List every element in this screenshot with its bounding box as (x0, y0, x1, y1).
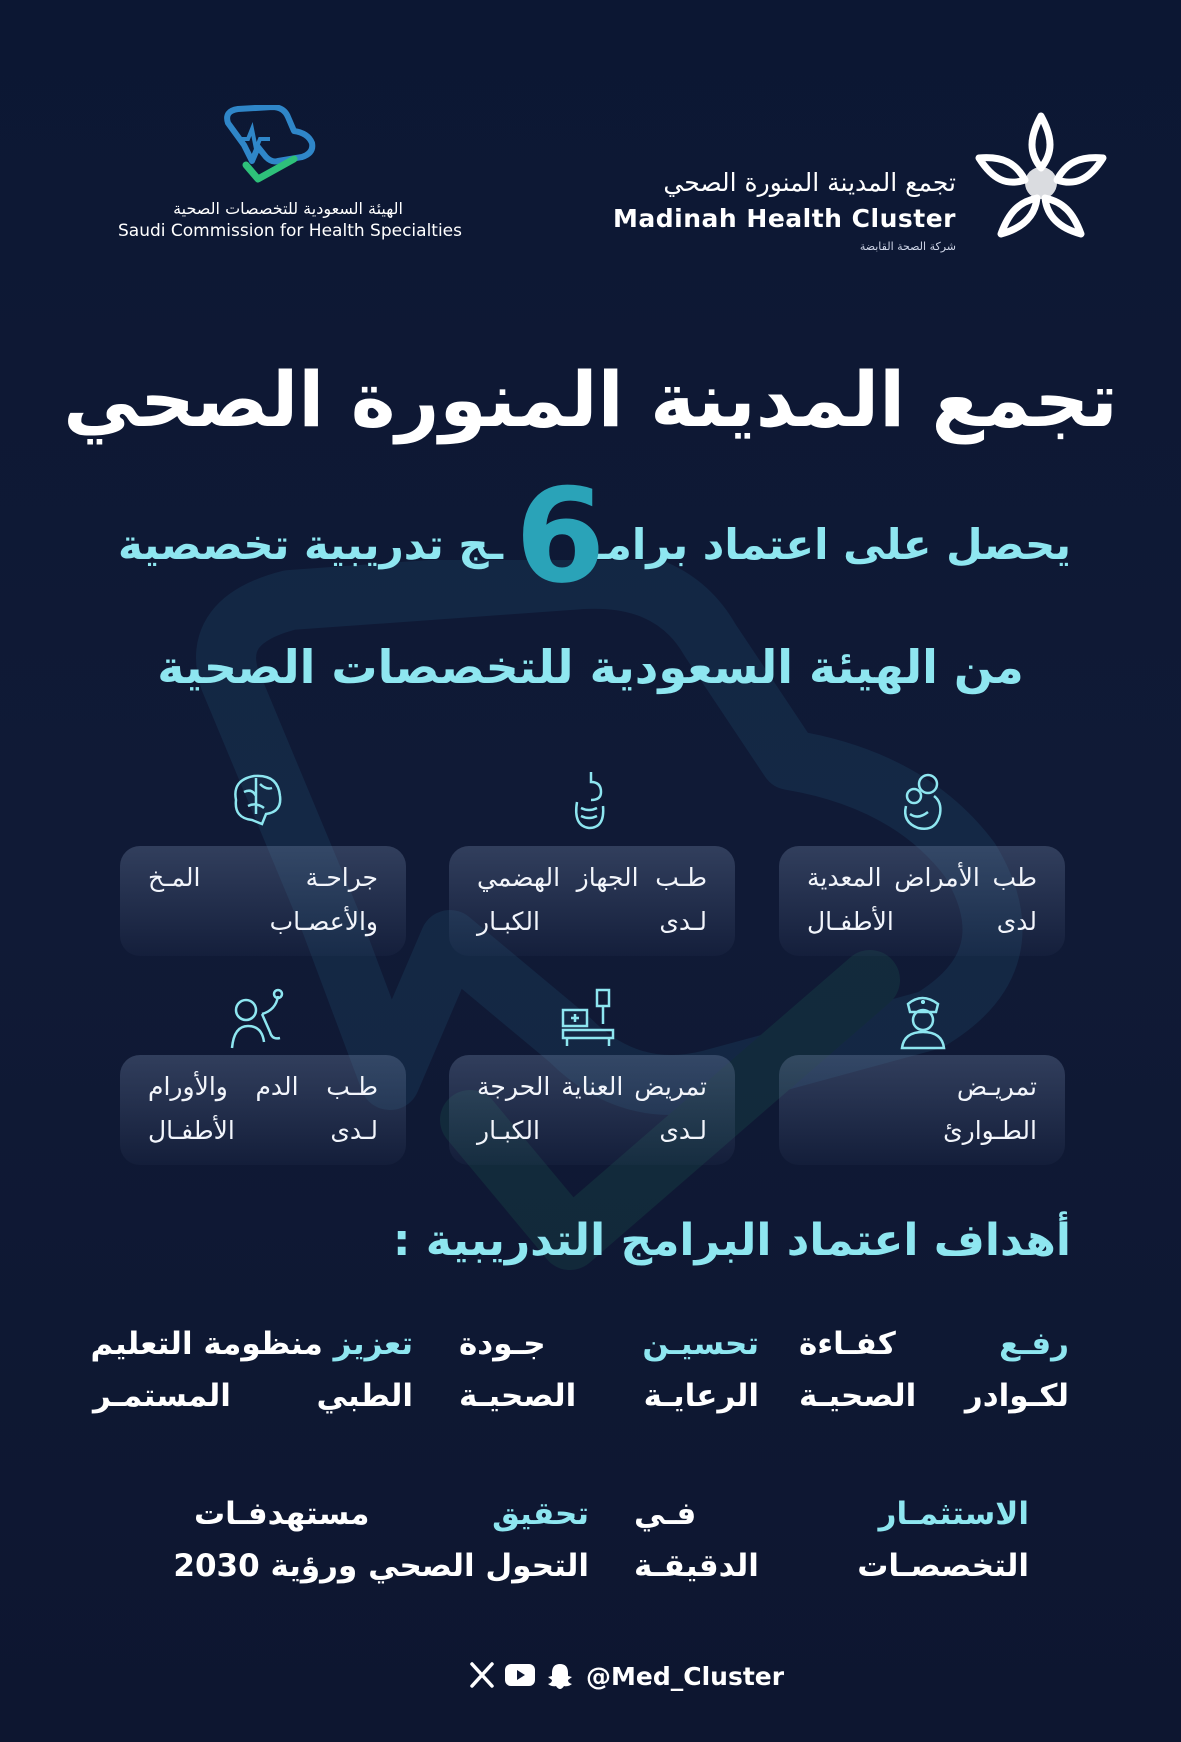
social-handle[interactable]: @Med_Cluster (586, 1662, 785, 1691)
goal-text: مستهدفـات (194, 1496, 493, 1532)
youtube-icon[interactable] (504, 1662, 536, 1688)
program-line1: طب الأمراض المعدية (807, 863, 1037, 892)
goal-highlight: رفـع (999, 1326, 1069, 1362)
nurse-icon (888, 984, 958, 1054)
subtitle-right: يحصل على اعتماد برامـ (591, 520, 1071, 569)
madinah-cluster-logo (613, 108, 1111, 253)
cluster-name-english: Madinah Health Cluster (613, 204, 956, 233)
program-line2: والأعصـاب (269, 907, 378, 936)
cluster-subtitle: شركة الصحة القابضة (859, 240, 956, 253)
goal-line2: التخصصـات الدقيقـة (634, 1548, 1029, 1584)
goal-text: منظومة التعليم (90, 1326, 334, 1362)
goal-quality (459, 1318, 759, 1422)
program-card-adult-gastro (449, 846, 735, 956)
goal-highlight: تحسيـن (642, 1326, 759, 1362)
star-emblem-icon (971, 108, 1111, 243)
subtitle-commission: من الهيئة السعودية للتخصصات الصحية (157, 640, 1024, 694)
program-card-adult-critical-care-nursing (449, 1055, 735, 1165)
hospital-bed-icon (555, 984, 625, 1054)
program-line1: جراحـة المـخ (148, 863, 378, 892)
program-line2: لـدى الكبـار (477, 907, 707, 936)
goal-text: جـودة (459, 1326, 643, 1362)
program-line1: طـب الجهاز الهضمي (477, 863, 707, 892)
goal-line2: التحول الصحي ورؤية 2030 (173, 1548, 589, 1584)
snapchat-icon[interactable] (546, 1662, 574, 1690)
goal-vision-2030 (173, 1488, 589, 1592)
program-card-neurosurgery (120, 846, 406, 956)
goal-education (90, 1318, 413, 1422)
program-line2: لـدى الأطفـال (148, 1116, 378, 1145)
programs-count: 6 (515, 460, 606, 612)
goal-line2: الطبي المستمـر (93, 1378, 413, 1414)
program-card-emergency-nursing (779, 1055, 1065, 1165)
program-line2: الطـوارئ (943, 1116, 1037, 1145)
subtitle-left: ـج تدريبية تخصصية (118, 520, 504, 569)
goal-highlight: الاستثمـار (878, 1496, 1029, 1532)
goal-line2: لكـوادر الصحيـة (799, 1378, 1069, 1414)
cluster-name-arabic: تجمع المدينة المنورة الصحي (663, 168, 956, 197)
program-line2: لـدى الكبـار (477, 1116, 707, 1145)
program-line2: لدى الأطفـال (807, 907, 1037, 936)
goal-efficiency (799, 1318, 1069, 1422)
goals-title: أهداف اعتماد البرامج التدريبية : (392, 1215, 1071, 1266)
subtitle (0, 460, 1181, 612)
goal-text: كفـاءة (799, 1326, 1000, 1362)
program-line1: تمريـض (956, 1072, 1037, 1101)
goal-highlight: تعزيز (333, 1326, 413, 1362)
scfhs-name-arabic: الهيئة السعودية للتخصصات الصحية (173, 199, 403, 218)
brain-icon (222, 766, 292, 836)
scfhs-emblem-icon (218, 105, 318, 190)
scfhs-logo (118, 105, 462, 245)
page-title: تجمع المدينة المنورة الصحي (63, 355, 1118, 444)
child-stethoscope-icon (222, 984, 292, 1054)
goal-text: فـي (634, 1496, 879, 1532)
child-mother-icon (888, 766, 958, 836)
goal-highlight: تحقيق (492, 1496, 589, 1532)
program-card-pediatric-infectious (779, 846, 1065, 956)
goal-line2: الرعايـة الصحيـة (459, 1378, 759, 1414)
digestive-system-icon (555, 766, 625, 836)
program-line1: تمريض العناية الحرجة (477, 1072, 707, 1101)
social-footer (0, 1660, 1181, 1700)
x-icon[interactable] (470, 1662, 494, 1688)
goal-investment (634, 1488, 1029, 1592)
program-card-pediatric-hematology-oncology (120, 1055, 406, 1165)
program-line1: طـب الدم والأورام (148, 1072, 378, 1101)
scfhs-name-english: Saudi Commission for Health Specialties (118, 221, 462, 241)
